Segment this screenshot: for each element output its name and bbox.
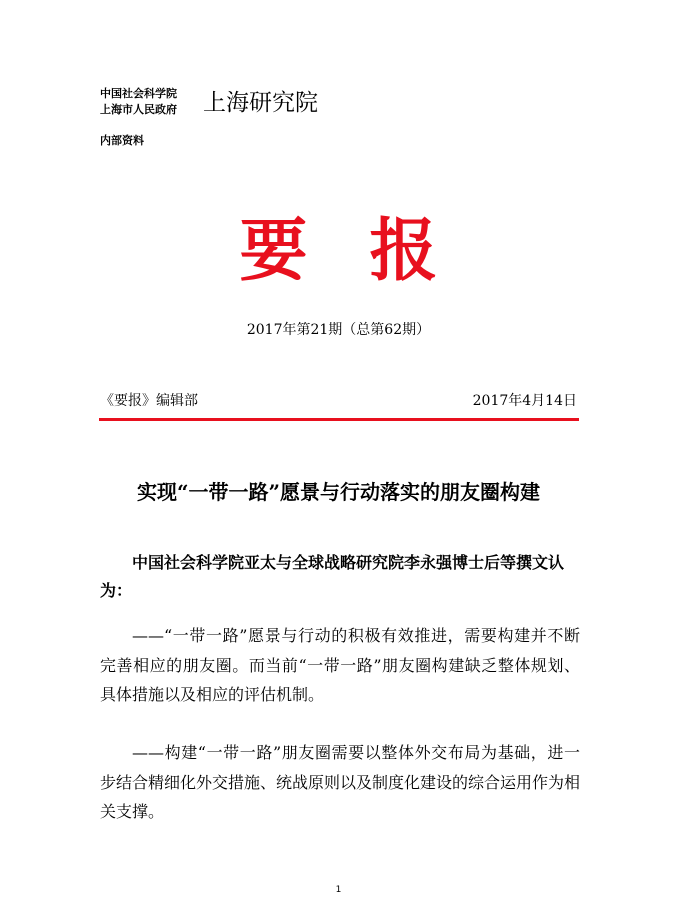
page-number: 1 (335, 885, 342, 895)
masthead-title: 要报 (239, 211, 500, 291)
article-paragraph-2: ——构建“一带一路”朋友圈需要以整体外交布局为基础，进一步结合精细化外交措施、统战原则以及制度化建设的综合运用作为相关支撑。 (100, 743, 581, 821)
institute-name: 上海研究院 (203, 90, 318, 116)
article-lead: 中国社会科学院亚太与全球战略研究院李永强博士后等撰文认为： (100, 553, 565, 600)
org-cass: 中国社会科学院 (100, 87, 177, 100)
sponsoring-organizations (100, 86, 177, 118)
issue-number: 2017年第21期（总第62期） (246, 322, 431, 338)
red-divider (99, 418, 579, 421)
org-shanghai-government: 上海市人民政府 (100, 103, 177, 116)
publisher-header (100, 86, 400, 122)
article-title: 实现“一带一路”愿景与行动落实的朋友圈构建 (136, 480, 540, 504)
publication-date: 2017年4月14日 (472, 393, 577, 409)
editorial-department: 《要报》编辑部 (100, 393, 198, 409)
article-paragraph-1: ——“一带一路”愿景与行动的积极有效推进，需要构建并不断完善相应的朋友圈。而当前“一带一路”朋友圈构建缺乏整体规划、具体措施以及相应的评估机制。 (100, 626, 580, 704)
classification-label: 内部资料 (100, 134, 144, 147)
